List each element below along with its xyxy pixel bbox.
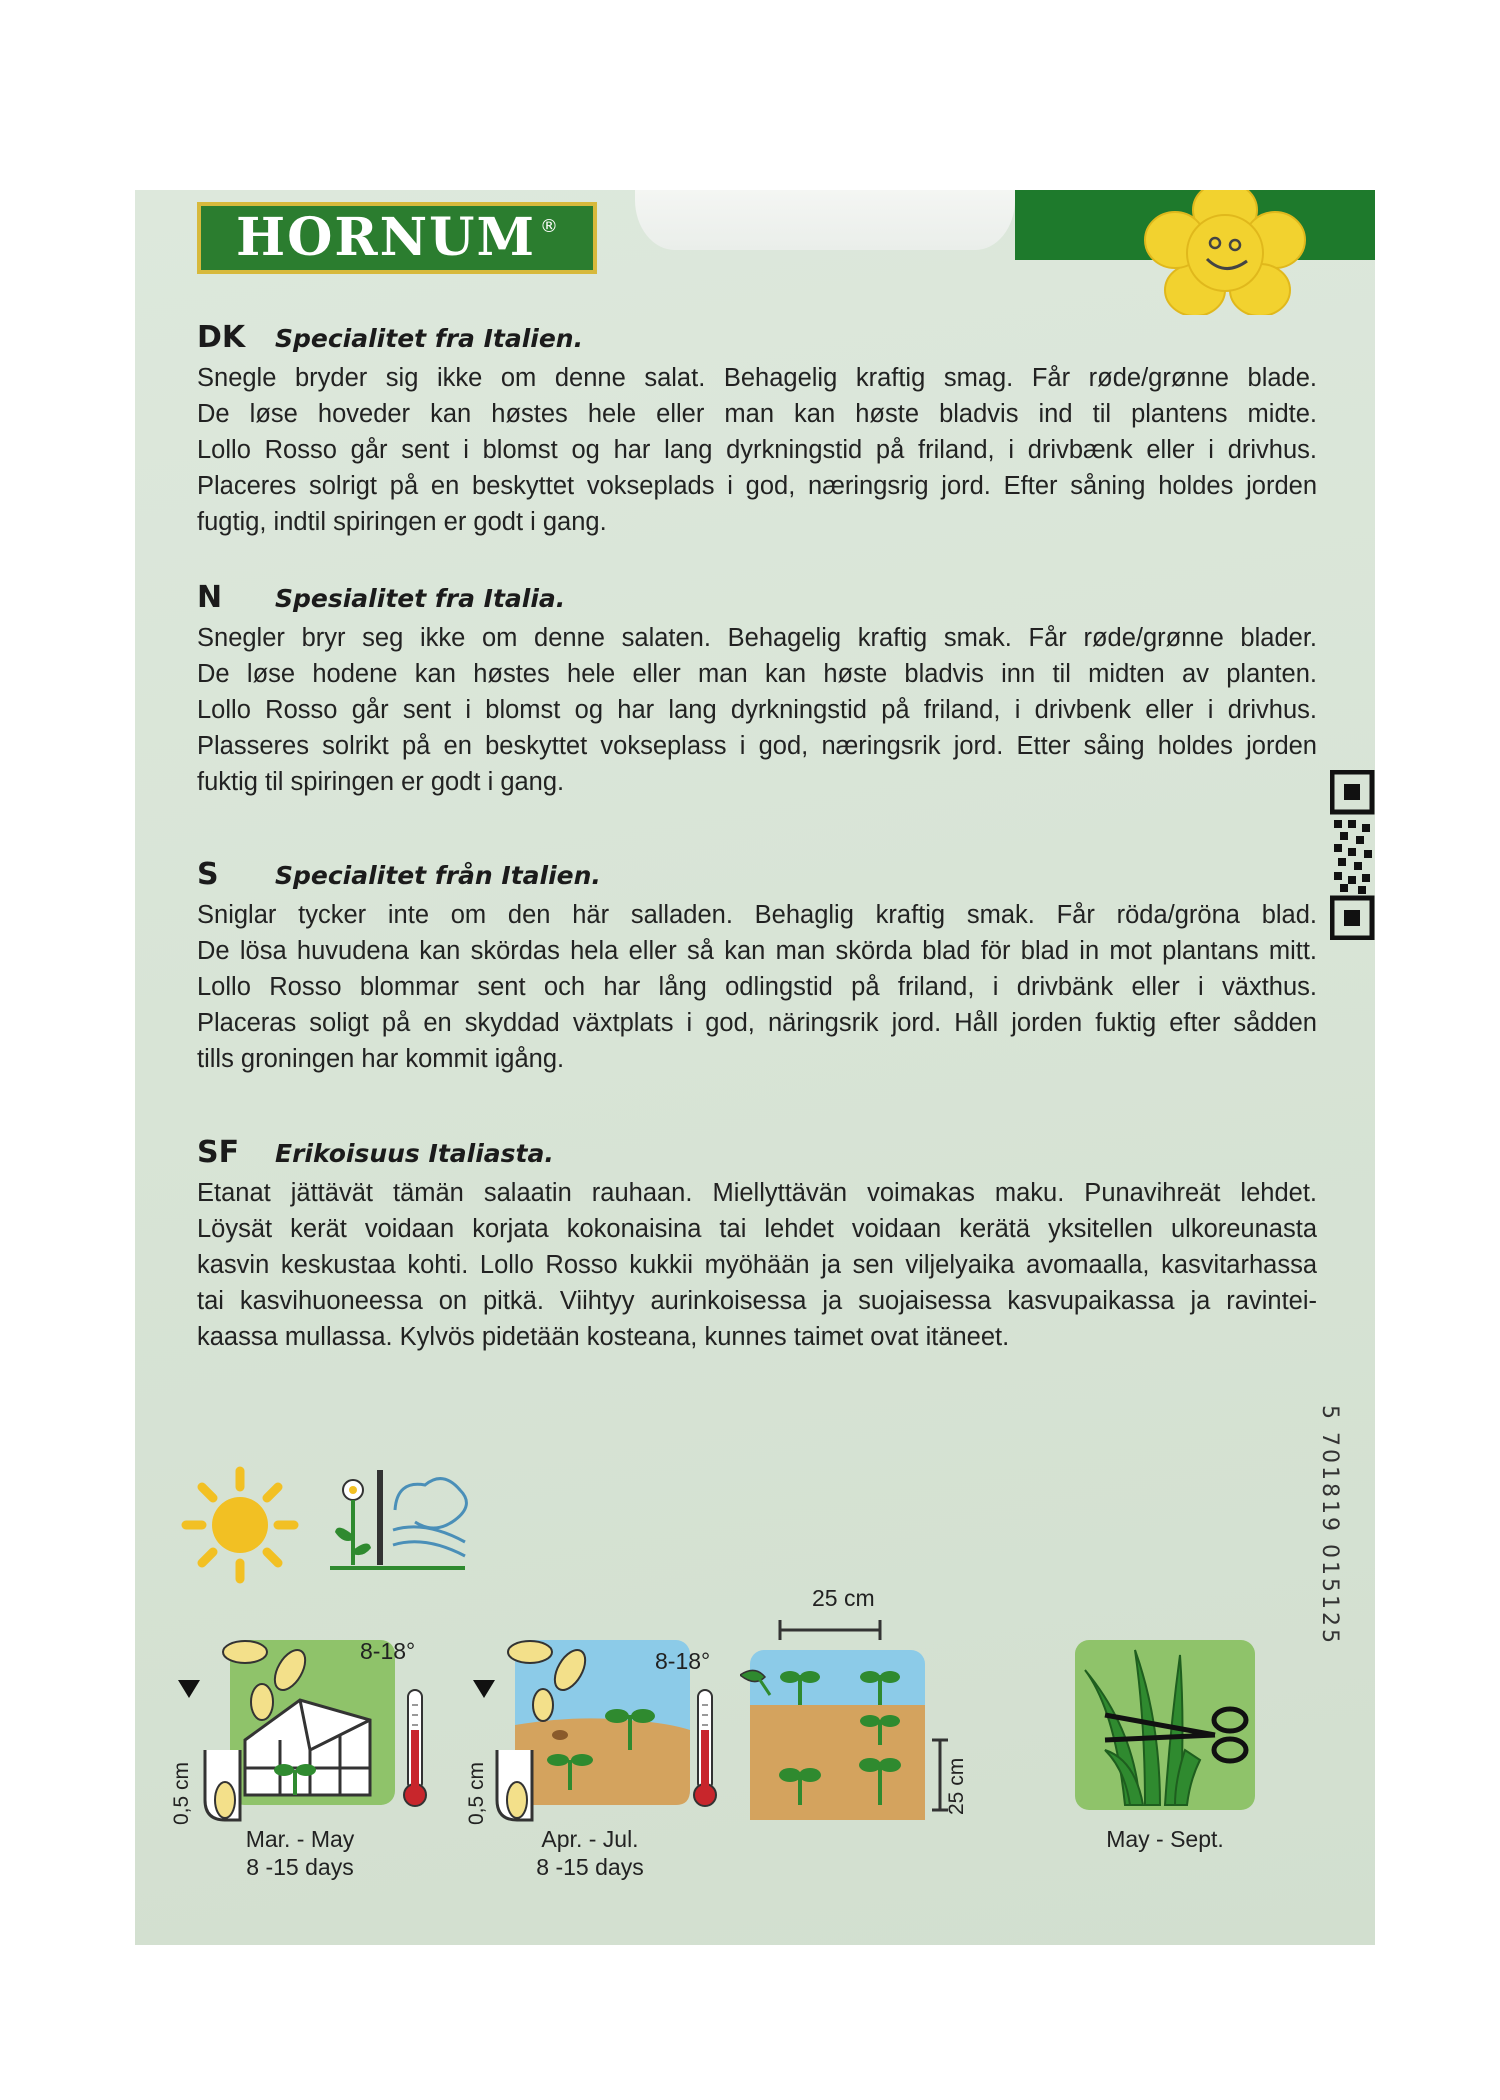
text-line: Snegle bryder sig ikke om denne salat. Behagelig kraftig smag. Får røde/grønne blade. [197,364,1317,392]
sowing-months: Mar. - May [245,1826,355,1852]
brand-logo [197,202,597,274]
qr-code-icon [1330,770,1375,940]
step-label [510,1825,670,1881]
section-title: Specialitet från Italien. [275,861,601,890]
text-line: De lösa huvudena kan skördas hela eller så kan man skörda blad för blad in mot plantans mitt. [197,937,1317,965]
text-line: De løse hodene kan høstes hele eller man kan høste bladvis inn til midten av planten. [197,660,1317,688]
text-line: fuktig til spiringen er godt i gang. [197,768,565,796]
sun-icon [180,1465,300,1585]
sowing-months: Apr. - Jul. [541,1826,639,1852]
section-sf [197,1135,1317,1355]
harvest-scissors-icon [1065,1630,1265,1820]
smiley-flower-icon [1125,190,1325,315]
row-spacing: 25 cm [945,1757,968,1815]
text-line: Lollo Rosso går sent i blomst og har lang dyrkningstid på friland, i drivbenk eller i drivhus. [197,696,1317,724]
language-code: DK [197,320,246,355]
brand-registered-mark: ® [540,215,559,237]
text-line: kaassa mullassa. Kylvös pidetään kosteana, kunnes taimet ovat itäneet. [197,1323,1010,1351]
text-line: De løse hoveder kan høstes hele eller man kan høste bladvis ind til plantens midte. [197,400,1317,428]
text-line: Sniglar tycker inte om den här salladen. Behaglig kraftig smak. Får röda/gröna blad. [197,901,1317,929]
sowing-depth: 0,5 cm [170,1761,193,1825]
section-title: Specialitet fra Italien. [275,324,584,353]
harvest-months: May - Sept. [1106,1826,1224,1852]
section-s [197,857,1317,1077]
language-code: N [197,580,223,615]
text-line: Löysät kerät voidaan korjata kokonaisina tai lehdet voidaan kerätä yksitellen ulkoreunasta [197,1215,1317,1243]
barcode-number: 5 701819 015125 [1317,1405,1342,1646]
section-title: Spesialitet fra Italia. [275,584,566,613]
step-label [220,1825,380,1881]
text-line: fugtig, indtil spiringen er godt i gang. [197,508,607,536]
text-line: Snegler bryr seg ikke om denne salaten. Behagelig kraftig smak. Får røde/grønne blader. [197,624,1317,652]
text-line: kasvin keskustaa kohti. Lollo Rosso kukkii myöhään ja sen viljelyaika avomaalla, kasvitarhassa [197,1251,1317,1279]
brand-name: HORNUM [235,207,537,268]
text-line: Placeras soligt på en skyddad växtplats i god, näringsrik jord. Håll jorden fuktig efter sådden [197,1009,1317,1037]
text-line: Lollo Rosso blommar sent och har lång odlingstid på friland, i drivbänk eller i växthus. [197,973,1317,1001]
text-line: Placeres solrigt på en beskyttet vokseplads i god, næringsrig jord. Efter såning holdes jorden [197,472,1317,500]
text-line: Lollo Rosso går sent i blomst og har lang dyrkningstid på friland, i drivbænk eller i drivhus. [197,436,1317,464]
plant-spacing: 25 cm [812,1585,875,1611]
step-outdoor-sowing [455,1630,725,1890]
step-label [1065,1825,1265,1853]
section-dk [197,320,1317,540]
hang-hole [635,190,1015,250]
step-thinning [740,1585,970,1845]
section-title: Erikoisuus Italiasta. [275,1139,554,1168]
germination-days: 8 -15 days [536,1854,644,1880]
seed-packet-back [135,190,1375,1945]
text-line: tai kasvihuoneessa on pitkä. Viihtyy aurinkoisessa ja suojaisessa kasvupaikassa ja ravintei- [197,1287,1317,1315]
language-code: S [197,857,219,892]
text-line: Etanat jättävät tämän salaatin rauhaan. Miellyttävän voimakas maku. Punavihreät lehdet. [197,1179,1317,1207]
plant-spacing-icon [740,1615,970,1845]
step-indoor-sowing [160,1630,430,1890]
sowing-depth: 0,5 cm [465,1761,488,1825]
sheltered-location-icon [325,1460,475,1580]
text-line: tills groningen har kommit igång. [197,1045,565,1073]
step-harvest [1065,1630,1265,1890]
text-line: Plasseres solrikt på en beskyttet vokseplass i god, næringsrik jord. Etter såing holdes jorden [197,732,1317,760]
temperature-range: 8-18° [360,1638,416,1664]
section-n [197,580,1317,800]
language-code: SF [197,1135,240,1170]
temperature-range: 8-18° [655,1648,711,1674]
germination-days: 8 -15 days [246,1854,354,1880]
